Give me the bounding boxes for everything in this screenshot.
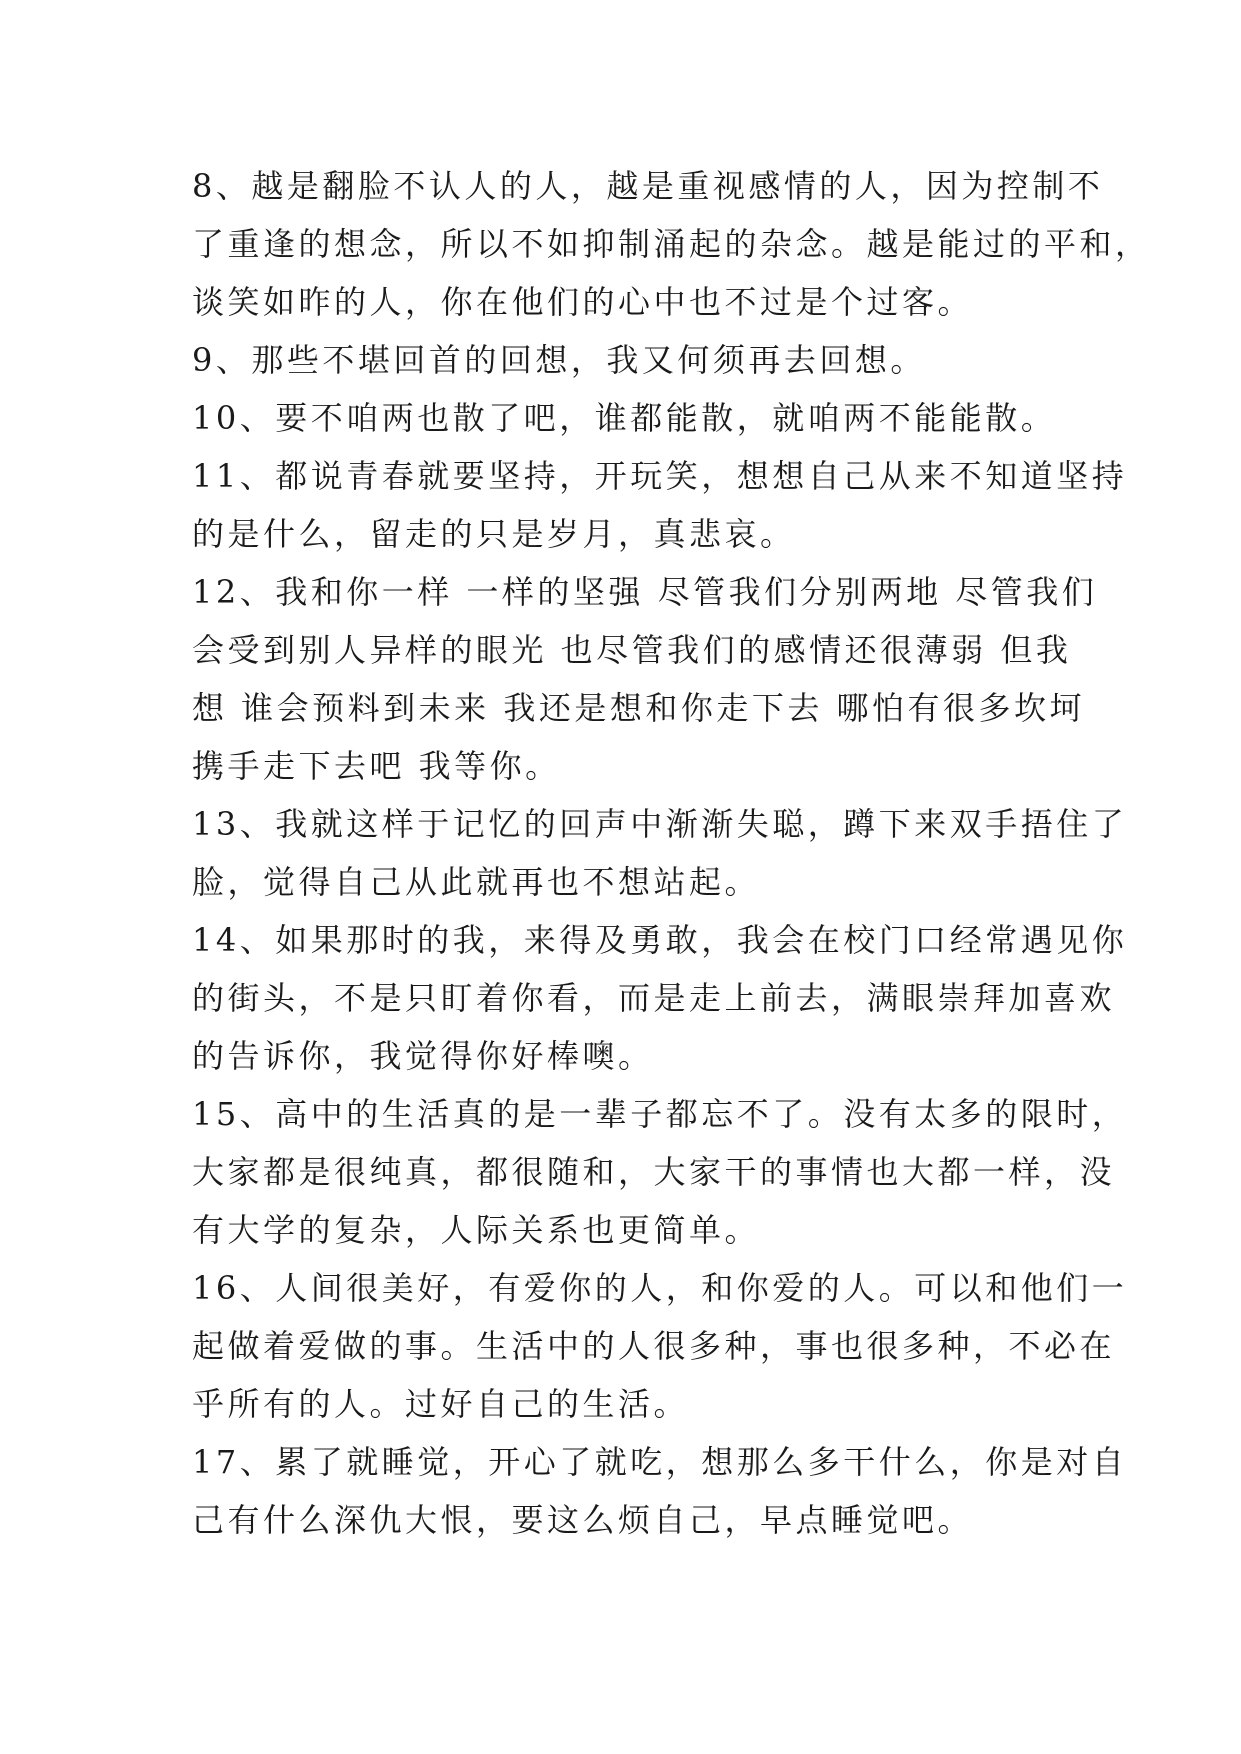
text-line: 17、累了就睡觉，开心了就吃，想那么多干什么，你是对自: [192, 1443, 1128, 1481]
text-line: 8、越是翻脸不认人的人，越是重视感情的人，因为控制不: [192, 167, 1104, 205]
paragraph-11: [192, 447, 1128, 563]
text-line: 9、那些不堪回首的回想，我又何须再去回想。: [192, 341, 926, 379]
text-line: 16、人间很美好，有爱你的人，和你爱的人。可以和他们一: [192, 1269, 1128, 1307]
paragraph-15: [192, 1085, 1128, 1259]
text-line: 14、如果那时的我，来得及勇敢，我会在校门口经常遇见你: [192, 921, 1128, 959]
document-body: [192, 157, 1151, 1549]
paragraph-17: [192, 1433, 1128, 1549]
text-line: 脸，觉得自己从此就再也不想站起。: [192, 863, 761, 901]
text-line: 的街头，不是只盯着你看，而是走上前去，满眼崇拜加喜欢: [192, 979, 1116, 1017]
text-line: 想 谁会预料到未来 我还是想和你走下去 哪怕有很多坎坷: [192, 689, 1086, 727]
text-line: 有大学的复杂，人际关系也更简单。: [192, 1211, 761, 1249]
text-line: 携手走下去吧 我等你。: [192, 747, 561, 785]
text-line: 10、要不咱两也散了吧，谁都能散，就咱两不能能散。: [192, 399, 1057, 437]
text-line: 大家都是很纯真，都很随和，大家干的事情也大都一样，没: [192, 1153, 1116, 1191]
paragraph-16: [192, 1259, 1128, 1433]
text-line: 己有什么深仇大恨，要这么烦自己，早点睡觉吧。: [192, 1501, 974, 1539]
text-line: 的是什么，留走的只是岁月，真悲哀。: [192, 515, 796, 553]
text-line: 乎所有的人。过好自己的生活。: [192, 1385, 690, 1423]
paragraph-8: [192, 157, 1151, 331]
paragraph-14: [192, 911, 1128, 1085]
paragraph-10: [192, 389, 1072, 447]
text-line: 11、都说青春就要坚持，开玩笑，想想自己从来不知道坚持: [192, 457, 1128, 495]
paragraph-13: [192, 795, 1128, 911]
text-line: 13、我就这样于记忆的回声中渐渐失聪，蹲下来双手捂住了: [192, 805, 1128, 843]
text-line: 的告诉你，我觉得你好棒噢。: [192, 1037, 654, 1075]
text-line: 了重逢的想念，所以不如抑制涌起的杂念。越是能过的平和，: [192, 225, 1151, 263]
paragraph-9: [192, 331, 1072, 389]
text-line: 12、我和你一样 一样的坚强 尽管我们分别两地 尽管我们: [192, 573, 1098, 611]
paragraph-12: [192, 563, 1098, 795]
text-line: 起做着爱做的事。生活中的人很多种，事也很多种，不必在: [192, 1327, 1116, 1365]
text-line: 会受到别人异样的眼光 也尽管我们的感情还很薄弱 但我: [192, 631, 1072, 669]
text-line: 15、高中的生活真的是一辈子都忘不了。没有太多的限时，: [192, 1095, 1128, 1133]
text-line: 谈笑如昨的人，你在他们的心中也不过是个过客。: [192, 283, 974, 321]
